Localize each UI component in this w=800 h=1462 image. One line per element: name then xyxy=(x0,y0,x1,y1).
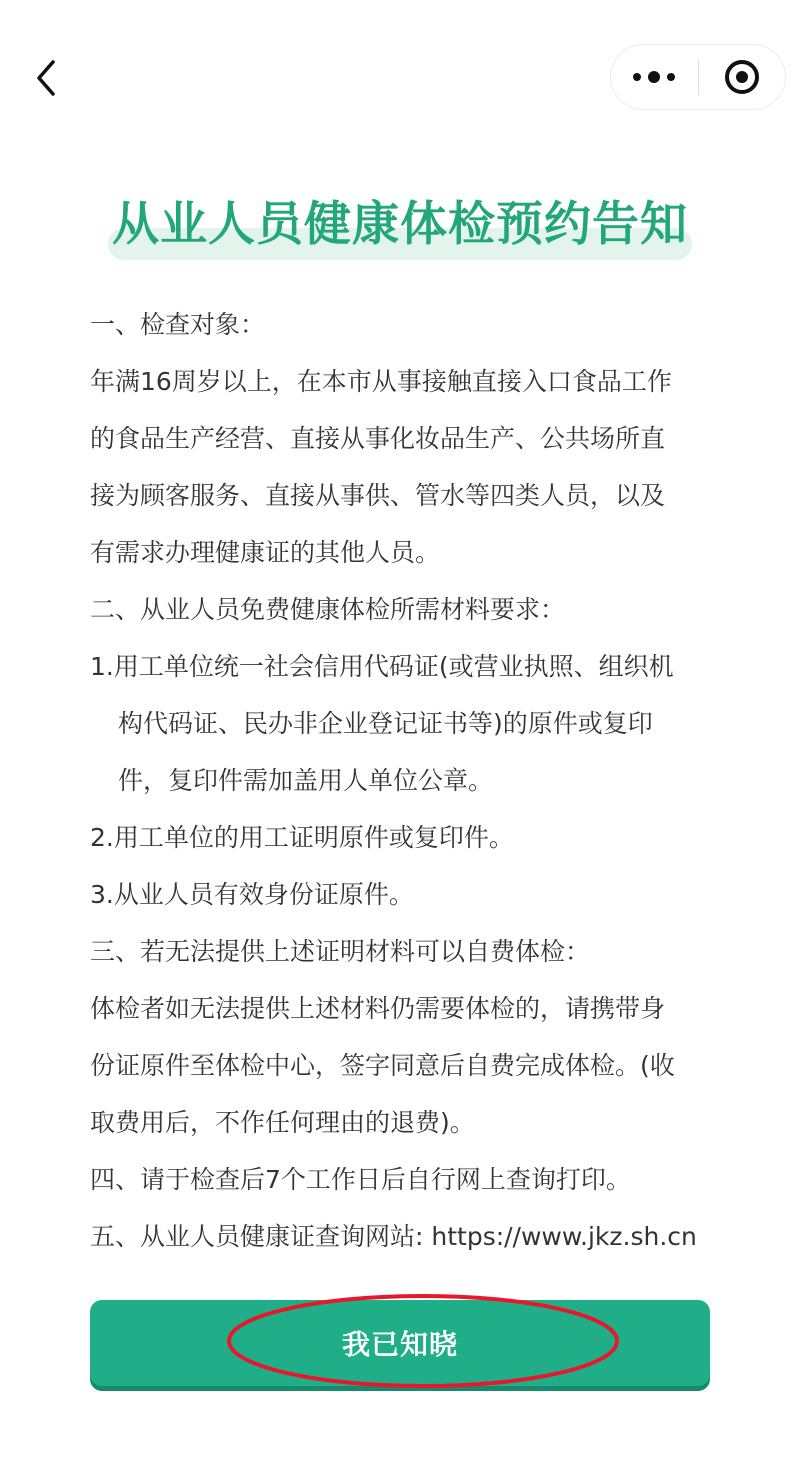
notice-line: 件，复印件需加盖用人单位公章。 xyxy=(118,766,494,795)
notice-line: 3.从业人员有效身份证原件。 xyxy=(90,880,414,909)
page-title: 从业人员健康体检预约告知 xyxy=(112,197,688,252)
page-title-block xyxy=(0,190,800,270)
notice-line: 接为顾客服务、直接从事供、管水等四类人员，以及 xyxy=(90,481,666,510)
chevron-left-icon xyxy=(31,58,61,98)
notice-line: 体检者如无法提供上述材料仍需要体检的，请携带身 xyxy=(90,994,666,1023)
acknowledge-button[interactable] xyxy=(90,1300,710,1386)
notice-line: 二、从业人员免费健康体检所需材料要求： xyxy=(90,595,566,624)
notice-content xyxy=(90,296,740,1265)
notice-line: 2.用工单位的用工证明原件或复印件。 xyxy=(90,823,514,852)
notice-line: 份证原件至体检中心，签字同意后自费完成体检。(收 xyxy=(90,1051,675,1080)
more-button[interactable] xyxy=(611,45,698,109)
back-button[interactable] xyxy=(22,52,70,104)
notice-line: 四、请于检查后7个工作日后自行网上查询打印。 xyxy=(90,1165,631,1194)
notice-line: 三、若无法提供上述证明材料可以自费体检： xyxy=(90,937,591,966)
close-button[interactable] xyxy=(699,45,786,109)
notice-line: 1.用工单位统一社会信用代码证(或营业执照、组织机 xyxy=(90,652,674,681)
notice-line: 的食品生产经营、直接从事化妆品生产、公共场所直 xyxy=(90,424,666,453)
notice-line: 五、从业人员健康证查询网站: https://www.jkz.sh.cn xyxy=(90,1222,697,1251)
notice-line: 构代码证、民办非企业登记证书等)的原件或复印 xyxy=(118,709,653,738)
notice-line: 年满16周岁以上，在本市从事接触直接入口食品工作 xyxy=(90,367,672,396)
more-dots-icon xyxy=(633,71,675,83)
mini-program-capsule xyxy=(610,44,786,110)
notice-line: 有需求办理健康证的其他人员。 xyxy=(90,538,441,567)
acknowledge-button-label: 我已知晓 xyxy=(341,1328,458,1361)
target-circle-icon xyxy=(725,60,759,94)
notice-line: 取费用后，不作任何理由的退费)。 xyxy=(90,1108,475,1137)
notice-line: 一、检查对象： xyxy=(90,310,266,339)
